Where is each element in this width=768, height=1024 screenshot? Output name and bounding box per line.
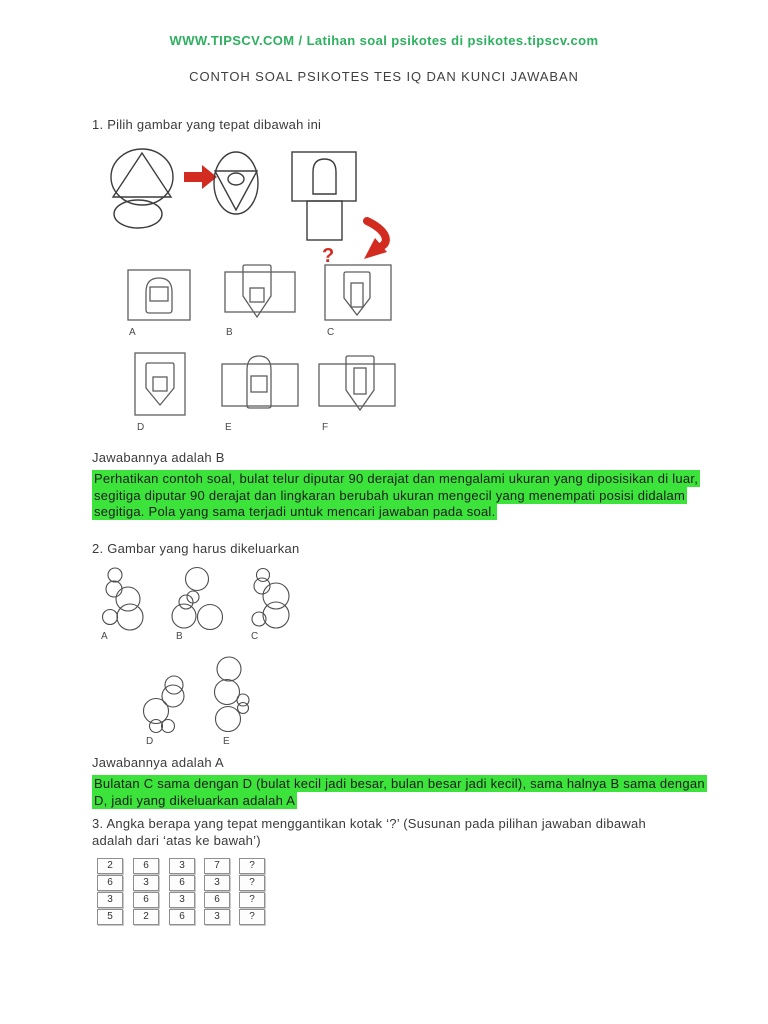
q3-number-column-3 <box>169 858 195 926</box>
number-cell: 6 <box>169 875 195 891</box>
number-cell: ? <box>239 875 265 891</box>
number-cell: ? <box>239 892 265 908</box>
q1-option-f-label: F <box>322 422 329 433</box>
q3-number-column-4 <box>204 858 230 926</box>
q2-options-row1-figure <box>95 564 305 634</box>
q2-question: 2. Gambar yang harus dikeluarkan <box>92 541 300 556</box>
q2-option-e-label: E <box>223 736 231 747</box>
q1-example-figure <box>98 138 428 266</box>
q2-options-row2-figure <box>140 656 260 734</box>
site-header: WWW.TIPSCV.COM / Latihan soal psikotes di psikotes.tipscv.com <box>169 33 599 48</box>
transform-arrow-icon <box>184 165 217 189</box>
example-target-figure <box>292 152 356 240</box>
q2-explanation-highlight: Bulatan C sama dengan D (bulat kecil jadi besar, bulan besar jadi kecil), sama halnya B sama dengan D, jadi yang dikeluarkan adalah A <box>94 776 705 808</box>
page-title: CONTOH SOAL PSIKOTES TES IQ DAN KUNCI JAWABAN <box>189 69 579 84</box>
q1-option-a-figure <box>126 266 206 328</box>
number-cell: 6 <box>204 892 230 908</box>
number-cell: 3 <box>204 875 230 891</box>
q1-option-a-label: A <box>129 327 137 338</box>
q1-explanation-highlight: Perhatikan contoh soal, bulat telur diputar 90 derajat dan mengalami ukuran yang diposisikan di luar, segitiga diputar 90 derajat dan lingkaran berubah ukuran mengecil yang menempati posisi didalam segitiga. Pola yang sama terjadi untuk mencari jawaban pada soal. <box>94 471 699 519</box>
q3-number-column-5 <box>239 858 265 926</box>
q3-number-column-2 <box>133 858 159 926</box>
q2-option-a-figure <box>103 568 144 630</box>
q3-question: 3. Angka berapa yang tepat menggantikan kotak ‘?’ (Susunan pada pilihan jawaban dibawah adalah dari ‘atas ke bawah’) <box>92 816 646 848</box>
q2-answer: Jawabannya adalah A <box>92 755 224 770</box>
q2-option-c-label: C <box>251 631 259 642</box>
q2-option-b-figure <box>172 568 223 630</box>
q1-option-c-figure <box>322 263 397 323</box>
number-cell: 6 <box>169 909 195 925</box>
q2-option-d-label: D <box>146 736 154 747</box>
q1-option-e-label: E <box>225 422 233 433</box>
number-cell: 3 <box>169 858 195 874</box>
number-cell: ? <box>239 909 265 925</box>
rotate-arrow-icon <box>364 221 387 259</box>
number-cell: ? <box>239 858 265 874</box>
number-cell: 6 <box>133 858 159 874</box>
number-cell: 5 <box>97 909 123 925</box>
q1-option-d-figure <box>132 350 190 420</box>
number-cell: 3 <box>169 892 195 908</box>
number-cell: 2 <box>97 858 123 874</box>
example-result-figure <box>214 152 258 214</box>
question-mark: ? <box>322 245 335 266</box>
q1-option-f-figure <box>316 350 401 418</box>
number-cell: 3 <box>97 892 123 908</box>
q1-answer: Jawabannya adalah B <box>92 450 225 465</box>
q3-number-column-1 <box>97 858 123 926</box>
q2-option-e-figure <box>215 657 250 732</box>
q1-option-b-label: B <box>226 327 234 338</box>
q2-option-b-label: B <box>176 631 184 642</box>
number-cell: 3 <box>204 909 230 925</box>
q2-explanation <box>92 776 708 809</box>
number-cell: 2 <box>133 909 159 925</box>
number-cell: 6 <box>97 875 123 891</box>
number-cell: 7 <box>204 858 230 874</box>
q1-option-c-label: C <box>327 327 335 338</box>
q1-option-d-label: D <box>137 422 145 433</box>
q1-option-b-figure <box>218 258 303 323</box>
q1-question: 1. Pilih gambar yang tepat dibawah ini <box>92 117 322 132</box>
q2-option-c-figure <box>252 569 289 629</box>
q1-explanation <box>92 471 708 521</box>
q2-option-a-label: A <box>101 631 109 642</box>
example-source-figure <box>111 149 173 228</box>
number-cell: 3 <box>133 875 159 891</box>
q1-option-e-figure <box>219 350 301 418</box>
q2-option-d-figure <box>144 676 185 733</box>
number-cell: 6 <box>133 892 159 908</box>
